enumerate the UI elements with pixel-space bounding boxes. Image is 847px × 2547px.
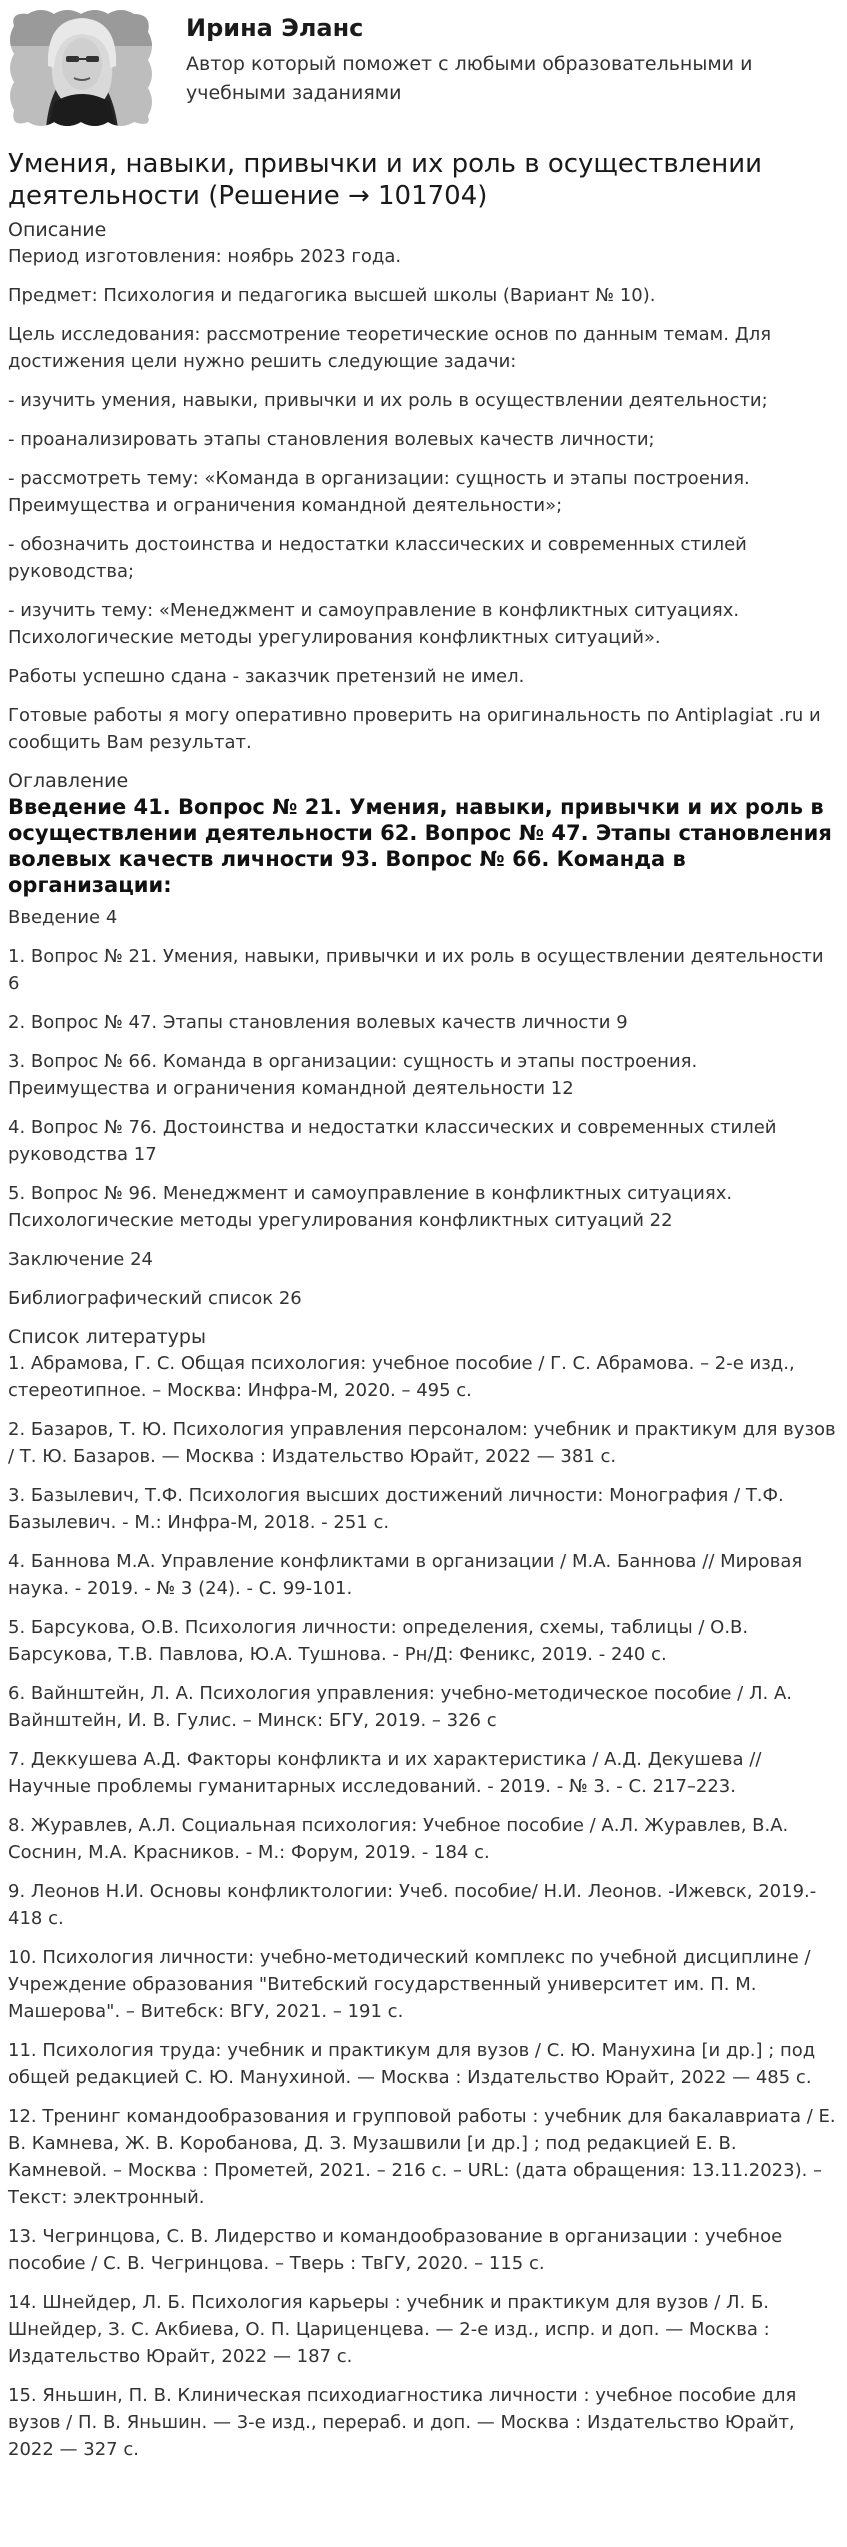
description-body xyxy=(8,243,839,756)
literature-item: 8. Журавлев, А.Л. Социальная психология: Учебное пособие / А.Л. Журавлев, В.А. Соснин, М.А. Красников. - М.: Форум, 2019. - 184 с. xyxy=(8,1815,789,1863)
literature-item: 3. Базылевич, Т.Ф. Психология высших достижений личности: Монография / Т.Ф. Базылевич. - М.: Инфра-М, 2018. - 251 с. xyxy=(8,1485,784,1533)
main-content xyxy=(0,148,847,2463)
description-paragraph: - изучить тему: «Менеджмент и самоуправление в конфликтных ситуациях. Психологические методы урегулирования конфликтных ситуаций». xyxy=(8,600,740,648)
description-paragraph: - обозначить достоинства и недостатки классических и современных стилей руководства; xyxy=(8,534,747,582)
contents-item: Введение 4 xyxy=(8,907,118,928)
literature-item: 10. Психология личности: учебно-методический комплекс по учебной дисциплине / Учреждение образования "Витебский государственный университет им. П. М. Машерова". – Витебск: ВГУ, 2021. – 191 с. xyxy=(8,1947,811,2022)
literature-item: 15. Яньшин, П. В. Клиническая психодиагностика личности : учебное пособие для вузов / П. В. Яньшин. — 3-е изд., перераб. и доп. — Москва : Издательство Юрайт, 2022 — 327 с. xyxy=(8,2385,797,2460)
author-avatar[interactable] xyxy=(6,6,156,128)
contents-label: Оглавление xyxy=(8,770,129,792)
literature-item: 2. Базаров, Т. Ю. Психология управления персоналом: учебник и практикум для вузов / Т. Ю. Базаров. — Москва : Издательство Юрайт, 2022 — 381 с. xyxy=(8,1419,836,1467)
literature-label: Список литературы xyxy=(8,1326,206,1348)
literature-item: 13. Чегринцова, С. В. Лидерство и командообразование в организации : учебное пособие / С. В. Чегринцова. – Тверь : ТвГУ, 2020. – 115 с. xyxy=(8,2226,783,2274)
contents-item: 4. Вопрос № 76. Достоинства и недостатки классических и современных стилей руководства 17 xyxy=(8,1117,777,1165)
description-paragraph: Период изготовления: ноябрь 2023 года. xyxy=(8,246,402,267)
contents-list xyxy=(8,904,839,1312)
literature-item: 7. Деккушева А.Д. Факторы конфликта и их характеристика / А.Д. Декушева // Научные проблемы гуманитарных исследований. - 2019. - № 3. - С. 217–223. xyxy=(8,1749,762,1797)
description-paragraph: Цель исследования: рассмотрение теоретические основ по данным темам. Для достижения цели нужно решить следующие задачи: xyxy=(8,324,772,372)
description-paragraph: Готовые работы я могу оперативно проверить на оригинальность по Antiplagiat .ru и сообщить Вам результат. xyxy=(8,705,821,753)
author-card xyxy=(0,0,847,140)
contents-item: Библиографический список 26 xyxy=(8,1288,302,1309)
literature-item: 11. Психология труда: учебник и практикум для вузов / С. Ю. Манухина [и др.] ; под общей редакцией С. Ю. Манухиной. — Москва : Издательство Юрайт, 2022 — 485 с. xyxy=(8,2040,816,2088)
description-paragraph: Предмет: Психология и педагогика высшей школы (Вариант № 10). xyxy=(8,285,656,306)
contents-item: 2. Вопрос № 47. Этапы становления волевых качеств личности 9 xyxy=(8,1012,628,1033)
description-paragraph: - рассмотреть тему: «Команда в организации: сущность и этапы построения. Преимущества и ограничения командной деятельности»; xyxy=(8,468,750,516)
contents-item: 5. Вопрос № 96. Менеджмент и самоуправление в конфликтных ситуациях. Психологические методы урегулирования конфликтных ситуаций 22 xyxy=(8,1183,733,1231)
contents-item: 1. Вопрос № 21. Умения, навыки, привычки и их роль в осуществлении деятельности 6 xyxy=(8,946,824,994)
description-paragraph: - изучить умения, навыки, привычки и их роль в осуществлении деятельности; xyxy=(8,390,768,411)
literature-item: 5. Барсукова, О.В. Психология личности: определения, схемы, таблицы / О.В. Барсукова, Т.В. Павлова, Ю.А. Тушнова. - Рн/Д: Феникс, 2019. - 240 с. xyxy=(8,1617,749,1665)
contents-item: 3. Вопрос № 66. Команда в организации: сущность и этапы построения. Преимущества и ограничения командной деятельности 12 xyxy=(8,1051,698,1099)
literature-item: 1. Абрамова, Г. С. Общая психология: учебное пособие / Г. С. Абрамова. – 2-е изд., стереотипное. – Москва: Инфра-М, 2020. – 495 с. xyxy=(8,1353,795,1401)
description-paragraph: - проанализировать этапы становления волевых качеств личности; xyxy=(8,429,655,450)
literature-item: 12. Тренинг командообразования и групповой работы : учебник для бакалавриата / Е. В. Камнева, Ж. В. Коробанова, Д. З. Музашвили [и др.] ; под редакцией Е. В. Камневой. – Москва : Прометей, 2021. – 216 с. – URL: (дата обращения: 13.11.2023). – Текст: электронный. xyxy=(8,2106,836,2208)
author-name[interactable]: Ирина Эланс xyxy=(186,14,364,42)
description-paragraph: Работы успешно сдана - заказчик претензий не имел. xyxy=(8,666,525,687)
contents-item: Заключение 24 xyxy=(8,1249,153,1270)
contents-heading: Введение 41. Вопрос № 21. Умения, навыки, привычки и их роль в осуществлении деятельности 62. Вопрос № 47. Этапы становления волевых качеств личности 93. Вопрос № 66. Команда в организации: xyxy=(8,795,832,897)
description-label: Описание xyxy=(8,219,107,241)
author-description: Автор который поможет с любыми образовательными и учебными заданиями xyxy=(186,53,753,104)
literature-item: 4. Баннова М.А. Управление конфликтами в организации / М.А. Баннова // Мировая наука. - 2019. - № 3 (24). - С. 99-101. xyxy=(8,1551,803,1599)
literature-list xyxy=(8,1350,839,2463)
page-title: Умения, навыки, привычки и их роль в осуществлении деятельности (Решение → 101704) xyxy=(8,149,763,211)
literature-item: 14. Шнейдер, Л. Б. Психология карьеры : учебник и практикум для вузов / Л. Б. Шнейдер, З. С. Акбиева, О. П. Цариценцева. — 2-е изд., испр. и доп. — Москва : Издательство Юрайт, 2022 — 187 с. xyxy=(8,2292,770,2367)
literature-item: 9. Леонов Н.И. Основы конфликтологии: Учеб. пособие/ Н.И. Леонов. -Ижевск, 2019.- 418 с. xyxy=(8,1881,817,1929)
literature-item: 6. Вайнштейн, Л. А. Психология управления: учебно-методическое пособие / Л. А. Вайнштейн, И. В. Гулис. – Минск: БГУ, 2019. – 326 с xyxy=(8,1683,792,1731)
